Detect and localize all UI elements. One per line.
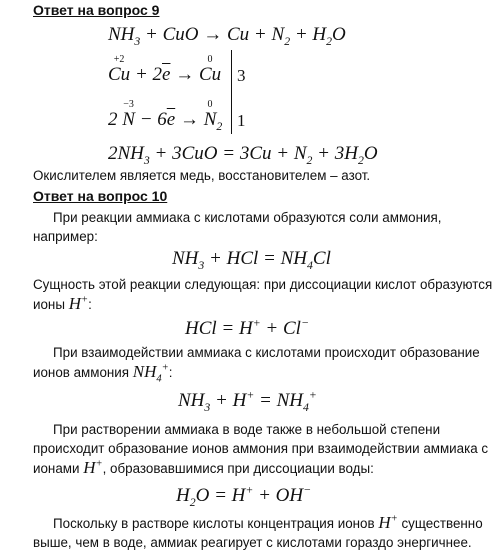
factor-nitrogen: 1 — [237, 111, 246, 130]
q10-paragraph-5: Поскольку в растворе кислоты концентрация ионов H+ существенно выше, чем в воде, аммиак реагирует с кислотами гораздо энергичнее. — [33, 513, 483, 550]
factor-copper: 3 — [237, 66, 246, 85]
q9-conclusion: Окислителем является медь, восстановителем – азот. — [33, 168, 371, 183]
equation-water-dissociation: $H_2O = H^+ + OH^-$ — [176, 483, 312, 509]
q9-heading: Ответ на вопрос 9 — [33, 2, 160, 18]
electron-balance-divider — [231, 50, 232, 134]
q10-paragraph-3: При взаимодействии аммиака с кислотами происходит образование ионов аммония $NH_4^+$: — [33, 345, 480, 385]
q10-paragraph-1: При реакции аммиака с кислотами образуются соли аммония, например: — [33, 210, 442, 244]
equation-balanced: $2NH_3 + 3CuO = 3Cu + N_2 + 3H_2O$ — [108, 143, 378, 167]
equation-unbalanced: $NH_3$ + CuO → $Cu + N_2 + H_2O$ — [108, 24, 346, 48]
q10-heading: Ответ на вопрос 10 — [33, 188, 168, 204]
equation-ammonia-hcl: $NH_3$ + HCl = $NH_4Cl$ — [172, 248, 331, 272]
q10-paragraph-4: При растворении аммиака в воде также в небольшой степени происходит образование ионов аммония при взаимодействии аммиака с ионами H+, образовавшимися при диссоциации воды: — [33, 422, 489, 477]
equation-hcl-dissociation: HCl = H+ + Cl− — [185, 316, 309, 339]
half-reaction-copper: +2 $Cu + 2\overline{e}$ → 0 Cu — [108, 54, 222, 85]
q10-paragraph-2: Сущность этой реакции следующая: при диссоциации кислот образуются ионы H+: — [33, 277, 493, 313]
half-reaction-nitrogen: 2 −3 $N - 6\overline{e}$ → 0 $N_2$ — [108, 99, 223, 133]
equation-ammonium-formation: $NH_3 + H^+ = NH_4^+$ — [178, 388, 317, 414]
